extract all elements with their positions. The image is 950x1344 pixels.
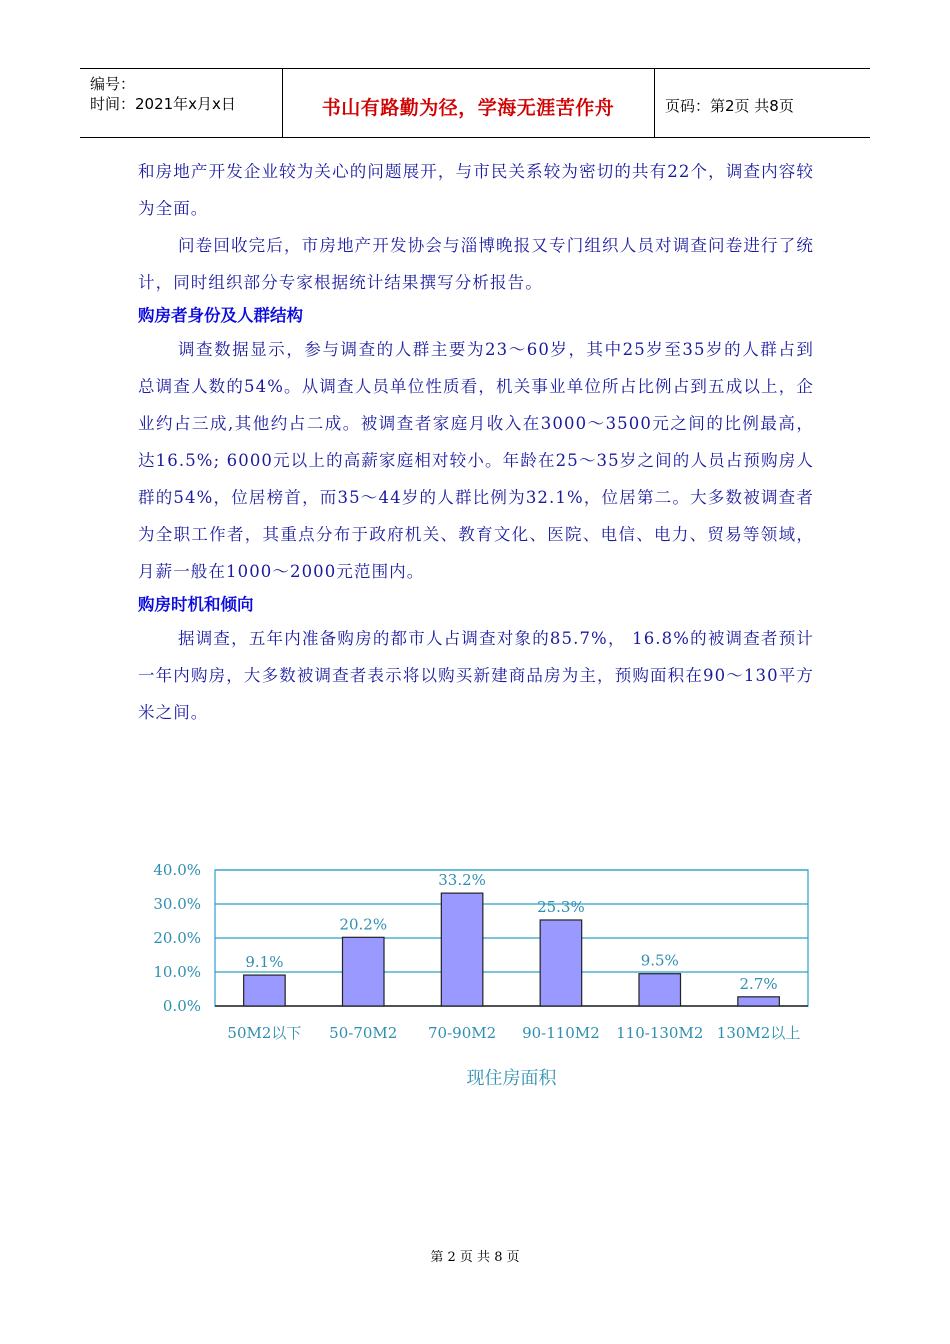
- section-heading-2: 购房时机和倾向: [138, 595, 254, 614]
- data-label: 9.5%: [640, 951, 679, 970]
- page-header: [80, 68, 870, 138]
- y-tick-label: 30.0%: [153, 895, 201, 913]
- x-axis-title: 现住房面积: [466, 1068, 557, 1089]
- section-heading-1: 购房者身份及人群结构: [138, 306, 303, 325]
- data-label: 20.2%: [339, 915, 388, 934]
- paragraph-4: 据调查，五年内准备购房的都市人占调查对象的85.7%， 16.8%的被调查者预计一年内购房，大多数被调查者表示将以购买新建商品房为主，预购面积在90～130平方米之间。: [138, 629, 814, 722]
- y-tick-label: 10.0%: [153, 963, 201, 981]
- document-body: [138, 153, 814, 731]
- paragraph-1: 和房地产开发企业较为关心的问题展开，与市民关系较为密切的共有22个，调查内容较为全面。: [138, 162, 814, 218]
- bar-chart-svg: [140, 850, 820, 1100]
- y-tick-label: 40.0%: [153, 861, 201, 879]
- x-tick-label: 90-110M2: [522, 1024, 600, 1042]
- header-meta-cell: [80, 69, 283, 137]
- header-page-info: 页码：第2页 共8页: [665, 97, 794, 115]
- housing-area-bar-chart: [140, 850, 820, 1100]
- serial-label: 编号：: [90, 75, 136, 93]
- paragraph-3: 调查数据显示，参与调查的人群主要为23～60岁，其中25岁至35岁的人群占到总调查人数的54%。从调查人员单位性质看，机关事业单位所占比例占到五成以上，企业约占三成,其他约占二成。被调查者家庭月收入在3000～3500元之间的比例最高，达16.5%; 6000元以上的高薪家庭相对较小。年龄在25～35岁之间的人员占预购房人群的54%，位居榜首，而35～44岁的人群比例为32.1%，位居第二。大多数被调查者为全职工作者，其重点分布于政府机关、教育文化、医院、电信、电力、贸易等领域，月薪一般在1000～2000元范围内。: [138, 340, 814, 581]
- header-motto-cell: [282, 69, 655, 137]
- y-tick-label: 20.0%: [153, 929, 201, 947]
- bar: [244, 975, 286, 1006]
- data-label: 2.7%: [739, 974, 778, 993]
- bar: [441, 893, 483, 1006]
- paragraph-2: 问卷回收完后，市房地产开发协会与淄博晚报又专门组织人员对调查问卷进行了统计，同时组织部分专家根据统计结果撰写分析报告。: [138, 236, 814, 292]
- y-tick-label: 0.0%: [162, 997, 201, 1015]
- data-label: 33.2%: [438, 871, 486, 890]
- x-tick-label: 130M2以上: [716, 1024, 801, 1042]
- bar: [540, 920, 582, 1006]
- bar: [639, 974, 681, 1006]
- x-tick-label: 110-130M2: [616, 1024, 704, 1042]
- date-line: 时间：2021年x月x日: [90, 95, 236, 113]
- x-tick-label: 50M2以下: [227, 1024, 302, 1042]
- data-label: 25.3%: [537, 897, 585, 916]
- x-tick-label: 70-90M2: [428, 1024, 497, 1042]
- x-tick-label: 50-70M2: [329, 1024, 398, 1042]
- page-footer: 第 2 页 共 8 页: [430, 1250, 520, 1265]
- bar: [738, 997, 780, 1006]
- data-label: 9.1%: [245, 953, 284, 972]
- bar: [342, 937, 384, 1006]
- header-page-cell: [655, 69, 870, 137]
- header-motto: 书山有路勤为径，学海无涯苦作舟: [321, 97, 615, 119]
